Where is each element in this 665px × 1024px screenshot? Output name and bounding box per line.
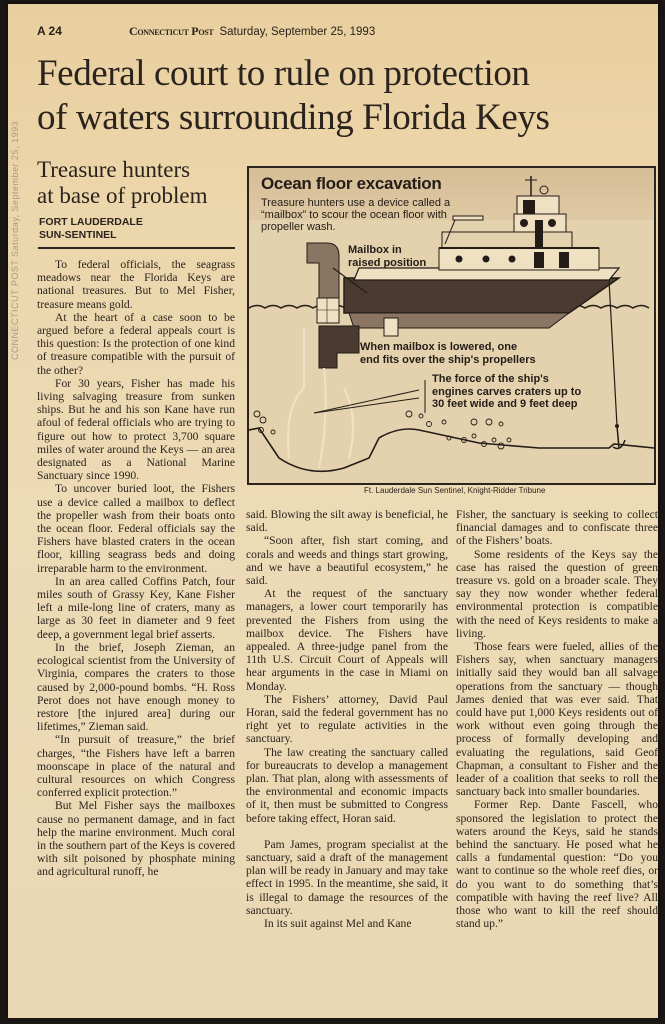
sub-headline-line-2: at base of problem xyxy=(37,183,208,208)
paragraph: Those fears were fueled, allies of the Fishers say, when sanctuary managers initially said they would ban all salvage operations from the sanctuary — though James denied that was ever said. That could have put 1,000 Keys residents out of work without even going through the process of formally developing and evaluating the regulations, said Geof Chapman, a consultant to Fisher and the leader of a coalition that seeks to roll the sanctuary back into smaller boundaries. xyxy=(456,640,658,799)
paragraph: The law creating the sanctuary called for bureaucrats to develop a management plan. That plan, along with assessments of the environmental and economic impacts of it, then must be submitted to Congress before taking effect, Horan said. xyxy=(246,745,448,825)
paragraph: “In pursuit of treasure,” the brief charges, “the Fishers have left a barren moonscape in place of the natural and cultural resources on which Congress conferred explicit protection.” xyxy=(37,733,235,800)
paragraph: At the heart of a case soon to be argued before a federal appeals court is this question: Is the protection of one kind of treasure compatible with the pursuit of the other? xyxy=(37,310,235,377)
paragraph: Some residents of the Keys say the case has raised the question of green treasure vs. gold on a broader scale. They say they now wonder whether federal environmental protection is compatible with the need of Keys residents to make a living. xyxy=(456,547,658,640)
crater-icon xyxy=(249,428,654,471)
page-number: A 24 xyxy=(37,24,62,38)
graphic-subtitle: Treasure hunters use a device called a “mailbox” to scour the ocean floor with propeller wash. xyxy=(261,197,451,233)
bubbles-icon xyxy=(254,411,511,449)
divider-rule xyxy=(38,247,235,249)
folio-line xyxy=(37,24,375,40)
sub-headline-line-1: Treasure hunters xyxy=(37,157,191,182)
graphic-credit: Ft. Lauderdale Sun Sentinel, Knight-Ridder Tribune xyxy=(364,486,546,495)
paragraph: Pam James, program specialist at the sanctuary, said a draft of the management plan will be ready in January and may take effect in 1995. In the meantime, she said, it is illegal to damage the resources of the sanctuary. xyxy=(246,837,448,917)
label-line: engines carves craters up to xyxy=(432,385,582,398)
paragraph: To federal officials, the seagrass meadows near the Florida Keys are national treasures. But to Mel Fisher, treasure means gold. xyxy=(37,258,235,311)
paragraph: said. Blowing the silt away is beneficial, he said. xyxy=(246,508,448,535)
label-mailbox-lowered xyxy=(360,341,536,366)
label-line: When mailbox is lowered, one xyxy=(360,341,518,353)
newspaper-name: Connecticut Post xyxy=(129,24,214,38)
byline-line-1: FORT LAUDERDALE xyxy=(39,216,143,228)
label-line: Mailbox in xyxy=(348,244,402,256)
clipping-bottom-edge xyxy=(0,1018,665,1024)
label-line: end fits over the ship's propellers xyxy=(360,353,536,366)
paragraph: Fisher, the sanctuary is seeking to collect financial damages and to confiscate three of the Fishers’ boats. xyxy=(456,508,658,548)
paragraph: To uncover buried loot, the Fishers use a device called a mailbox to deflect the propeller wash from their boats onto the ocean floor. Federal officials say the Fishers have blasted craters in the ocean floor, killing seagrass beds and doing irreparable harm to the environment. xyxy=(37,482,235,575)
side-date-stamp: CONNECTICUT POST Saturday, September 25, 1993 xyxy=(10,120,20,360)
sub-headline xyxy=(37,157,242,209)
headline-line-2: of waters surrounding Florida Keys xyxy=(37,97,550,138)
article-column-2 xyxy=(246,508,448,930)
publication-date: Saturday, September 25, 1993 xyxy=(219,26,376,38)
paragraph: In an area called Coffins Patch, four miles south of Grassy Key, Kane Fisher left a mile-long line of craters, many as large as 30 feet in diameter and 9 feet deep, a government legal brief asserts. xyxy=(37,574,235,641)
label-mailbox-raised xyxy=(348,244,426,269)
ocean-floor-graphic xyxy=(247,166,656,485)
headline-line-1: Federal court to rule on protection xyxy=(37,53,530,94)
graphic-title: Ocean floor excavation xyxy=(261,174,442,193)
article-column-3 xyxy=(456,508,658,931)
paragraph: But Mel Fisher says the mailboxes cause no permanent damage, and in fact help the marine environment. Much coral in the southern part of the Keys is covered with silt poisoned by phosphate mining and agricultural runoff, he xyxy=(37,799,235,879)
headline xyxy=(37,52,637,140)
label-line: 30 feet wide and 9 feet deep xyxy=(432,398,578,410)
label-engine-force xyxy=(432,373,581,411)
byline-line-2: SUN-SENTINEL xyxy=(39,229,117,241)
byline xyxy=(39,216,143,242)
paragraph: For 30 years, Fisher has made his living salvaging treasure from sunken ships. But he and his son Kane have run afoul of federal officials who are trying to figure out how to protect 3,700 square miles of water around the Keys — an area designated as a National Marine Sanctuary since 1990. xyxy=(37,376,235,483)
label-line: raised position xyxy=(348,256,427,269)
label-line: The force of the ship's xyxy=(432,373,549,385)
paragraph: Former Rep. Dante Fascell, who sponsored the legislation to protect the waters around the Keys, said he stands behind the sanctuary. He posed what he calls a fundamental question: “Do you want to continue so the whole reef dies, or do you want to do something that’s compatible with having the reef live? All those who want to kill the reef should stand up.” xyxy=(456,798,658,931)
paragraph: At the request of the sanctuary managers, a lower court temporarily has prevented the Fishers from using the mailbox device. The Fishers have appealed. A three-judge panel from the 11th U.S. Circuit Court of Appeals will hear arguments in the case in Miami on Monday. xyxy=(246,587,448,693)
paragraph: In the brief, Joseph Zieman, an ecological scientist from the University of Virginia, compares the craters to those caused by 2,000-pound bombs. “H. Ross Perot does not have enough money to restore [the injured area] during our lifetimes,” Zieman said. xyxy=(37,640,235,734)
paragraph: The Fishers’ attorney, David Paul Horan, said the federal government has no right yet to regulate activities in the sanctuary. xyxy=(246,692,448,746)
article-column-1 xyxy=(37,258,235,879)
paragraph: “Soon after, fish start coming, and corals and weeds and things start growing, and we have a beautiful ecosystem,” he said. xyxy=(246,534,448,588)
paragraph: In its suit against Mel and Kane xyxy=(264,917,412,931)
